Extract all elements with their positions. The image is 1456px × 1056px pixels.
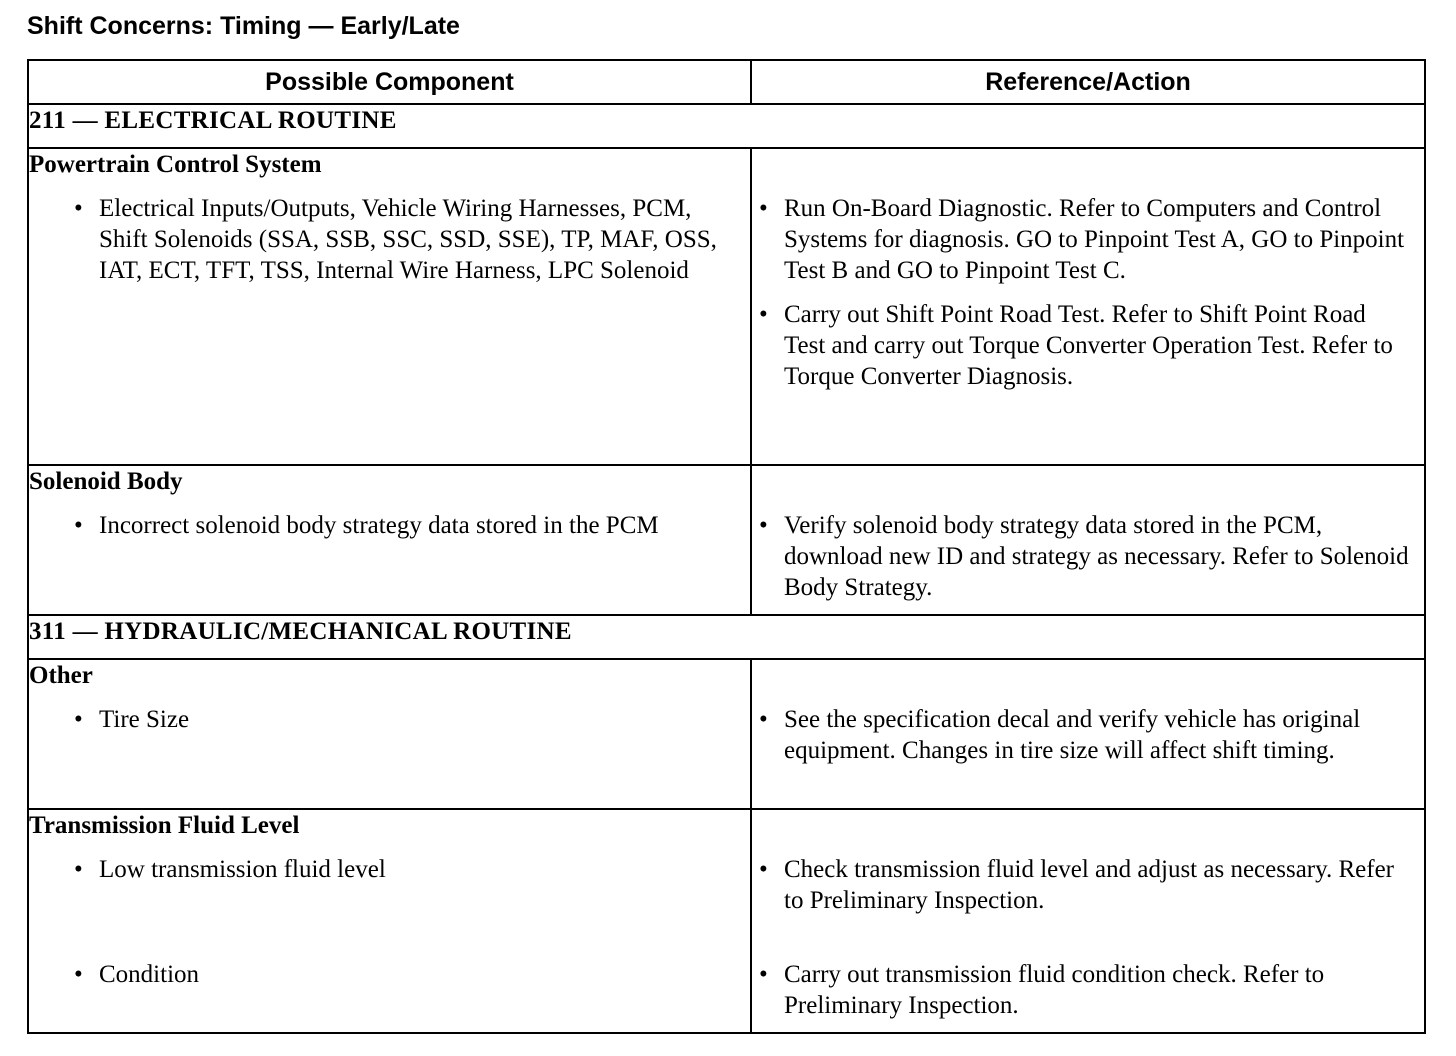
action-item-text: Carry out transmission fluid condition check. Refer to Preliminary Inspection. [784, 961, 1325, 1019]
action-item-text: Carry out Shift Point Road Test. Refer to Shift Point Road Test and carry out Torque Converter Operation Test. Refer to Torque Converter Diagnosis. [784, 301, 1393, 390]
shift-concerns-table [27, 59, 1426, 1034]
bullet-icon: • [759, 301, 768, 328]
header-reference-action: Reference/Action [751, 60, 1425, 104]
component-item [29, 510, 750, 541]
component-item [29, 193, 750, 286]
action-item [752, 959, 1424, 1021]
bullet-icon: • [759, 856, 768, 883]
component-item-text: Tire Size [99, 706, 190, 733]
component-item-text: Incorrect solenoid body strategy data stored in the PCM [99, 512, 659, 539]
action-item-text: Check transmission fluid level and adjust as necessary. Refer to Preliminary Inspection. [784, 856, 1395, 914]
action-item [752, 854, 1424, 916]
component-item-text: Condition [99, 961, 200, 988]
reference-cell [751, 809, 1425, 1033]
action-item-text: Verify solenoid body strategy data stored in the PCM, download new ID and strategy as necessary. Refer to Solenoid Body Strategy. [784, 512, 1409, 601]
component-item-text: Electrical Inputs/Outputs, Vehicle Wiring Harnesses, PCM, Shift Solenoids (SSA, SSB, SSC, SSD, SSE), TP, MAF, OSS, IAT, ECT, TFT, TSS, Internal Wire Harness, LPC Solenoid [99, 195, 717, 284]
action-item [752, 193, 1424, 286]
table-row [28, 809, 1425, 1033]
component-cell [28, 465, 751, 615]
component-cell [28, 659, 751, 809]
table-header-row [28, 60, 1425, 104]
reference-cell [751, 465, 1425, 615]
component-item [29, 854, 750, 885]
action-item-text: Run On-Board Diagnostic. Refer to Computers and Control Systems for diagnosis. GO to Pinpoint Test A, GO to Pinpoint Test B and GO to Pinpoint Test C. [784, 195, 1405, 284]
routine-row-hydraulic-mechanical [28, 615, 1425, 659]
bullet-icon: • [74, 512, 83, 539]
header-possible-component: Possible Component [28, 60, 751, 104]
routine-label: 211 — ELECTRICAL ROUTINE [28, 104, 1425, 148]
bullet-icon: • [759, 961, 768, 988]
component-name: Transmission Fluid Level [29, 812, 300, 839]
component-item [29, 959, 750, 990]
table-row [28, 465, 1425, 615]
component-name: Powertrain Control System [29, 151, 322, 178]
reference-cell [751, 148, 1425, 465]
bullet-icon: • [759, 195, 768, 222]
component-item-text: Low transmission fluid level [99, 856, 386, 883]
routine-row-electrical [28, 104, 1425, 148]
component-cell [28, 148, 751, 465]
bullet-icon: • [74, 856, 83, 883]
bullet-icon: • [759, 706, 768, 733]
action-item-text: See the specification decal and verify vehicle has original equipment. Changes in tire size will affect shift timing. [784, 706, 1361, 764]
component-name: Other [29, 662, 93, 689]
routine-label: 311 — HYDRAULIC/MECHANICAL ROUTINE [28, 615, 1425, 659]
bullet-icon: • [759, 512, 768, 539]
page-title: Shift Concerns: Timing — Early/Late [27, 12, 460, 40]
action-item [752, 704, 1424, 766]
table-row [28, 148, 1425, 465]
component-cell [28, 809, 751, 1033]
bullet-icon: • [74, 195, 83, 222]
table-row [28, 659, 1425, 809]
component-item [29, 704, 750, 735]
action-item [752, 510, 1424, 603]
reference-cell [751, 659, 1425, 809]
bullet-icon: • [74, 961, 83, 988]
bullet-icon: • [74, 706, 83, 733]
component-name: Solenoid Body [29, 468, 183, 495]
action-item [752, 299, 1424, 392]
